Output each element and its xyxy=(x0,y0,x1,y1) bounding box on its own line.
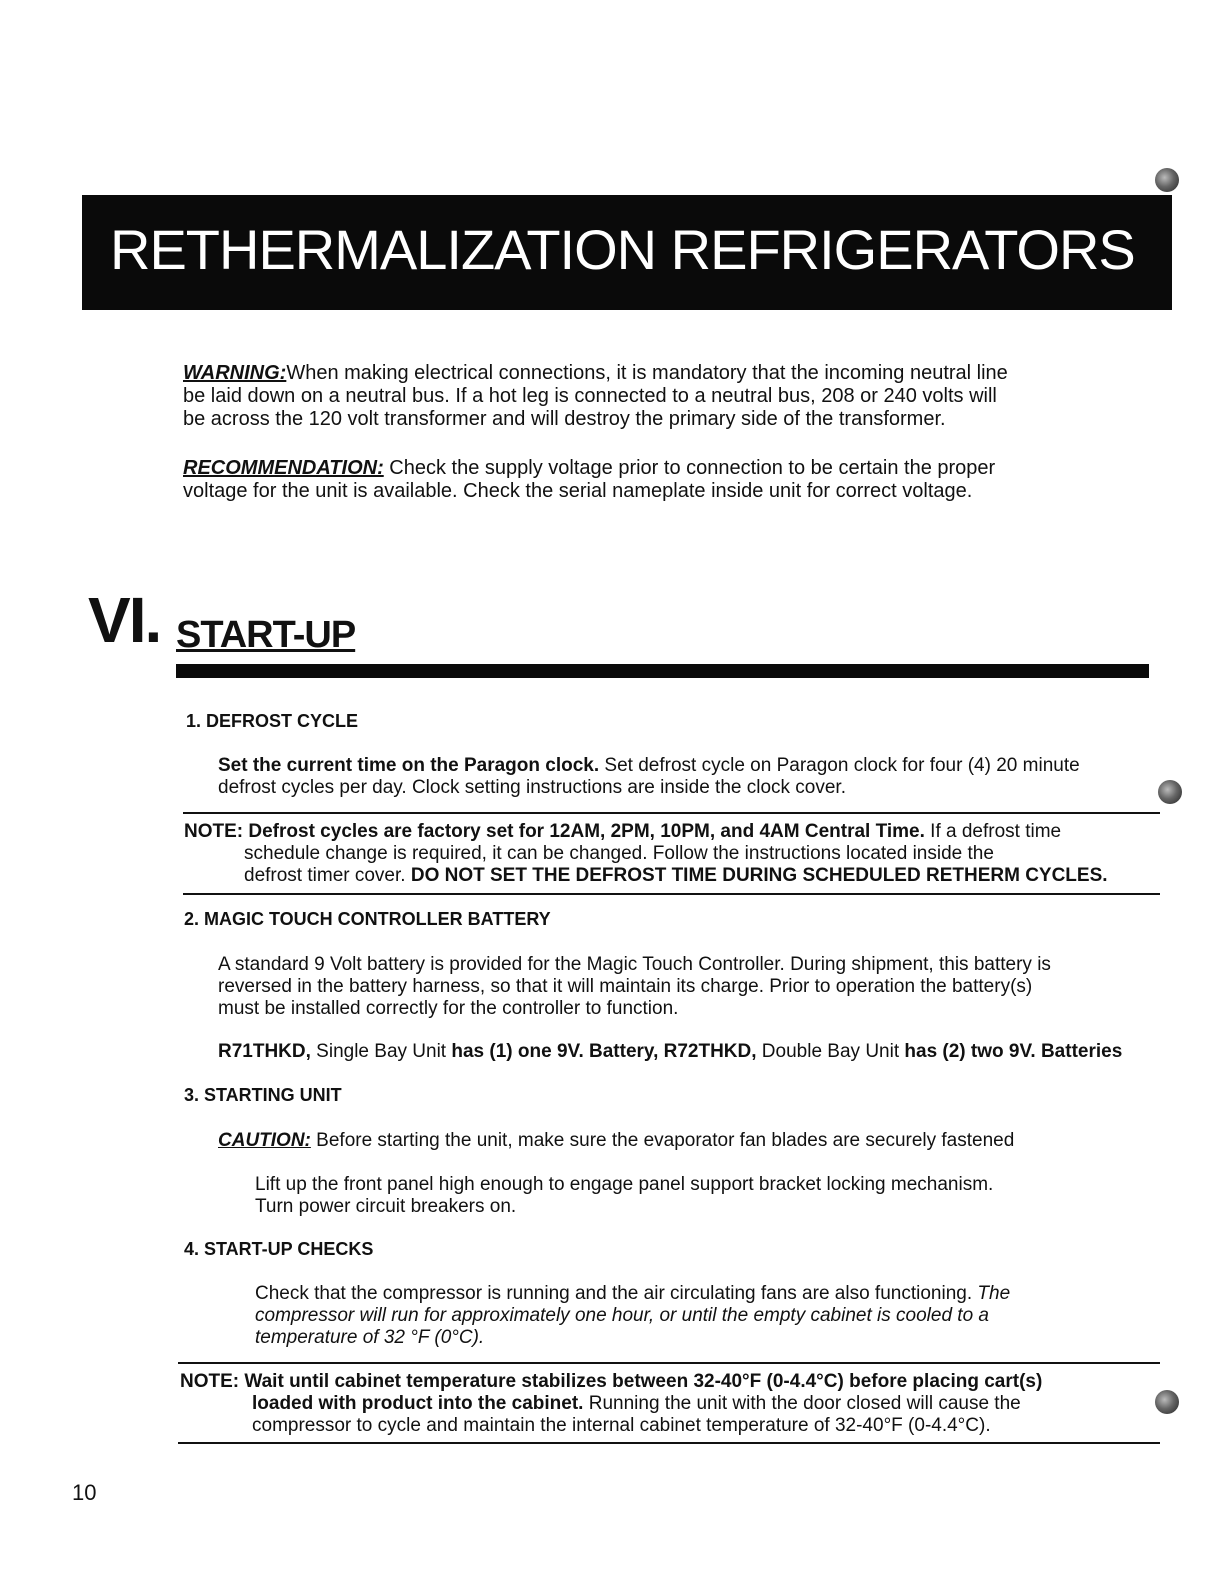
recommendation-line-2: voltage for the unit is available. Check the serial nameplate inside unit for correct voltage. xyxy=(183,480,973,502)
caution-label: CAUTION: xyxy=(218,1130,311,1151)
warning-paragraph xyxy=(183,362,1163,431)
note-bold-line-1: Wait until cabinet temperature stabilizes between 32-40°F (0-4.4°C) before placing cart(s) xyxy=(244,1371,1043,1392)
defrost-line-1: Set defrost cycle on Paragon clock for four (4) 20 minute xyxy=(599,755,1080,776)
warning-line-3: be across the 120 volt transformer and will destroy the primary side of the transformer. xyxy=(183,408,946,430)
warning-label: WARNING: xyxy=(183,362,287,384)
note-line-1-rest: If a defrost time xyxy=(924,821,1062,842)
note-bold-line-2: loaded with product into the cabinet. xyxy=(252,1393,584,1414)
battery-line-3: must be installed correctly for the controller to function. xyxy=(218,998,679,1019)
note-line-3: compressor to cycle and maintain the internal cabinet temperature of 32-40°F (0-4.4°C). xyxy=(252,1415,991,1436)
caution-line xyxy=(218,1130,1158,1152)
battery-count: has (2) two 9V. Batteries xyxy=(904,1041,1123,1062)
battery-line-1: A standard 9 Volt battery is provided for the Magic Touch Controller. During shipment, this battery is xyxy=(218,954,1051,975)
item-battery-heading: 2. MAGIC TOUCH CONTROLLER BATTERY xyxy=(184,909,551,929)
punch-hole-icon xyxy=(1155,1390,1179,1414)
checks-body xyxy=(255,1283,1155,1349)
caution-text: Before starting the unit, make sure the evaporator fan blades are securely fastened xyxy=(310,1130,1015,1151)
checks-line-3: temperature of 32 °F (0°C). xyxy=(255,1327,485,1348)
item-defrost-heading: 1. DEFROST CYCLE xyxy=(186,711,359,731)
note-temperature xyxy=(180,1371,1150,1437)
page-title: RETHERMALIZATION REFRIGERATORS xyxy=(110,218,1135,281)
item-starting-heading: 3. STARTING UNIT xyxy=(184,1085,342,1105)
punch-hole-icon xyxy=(1158,780,1182,804)
checks-line-1: Check that the compressor is running and the air circulating fans are also functioning. xyxy=(255,1283,978,1304)
recommendation-label: RECOMMENDATION: xyxy=(183,457,384,479)
note-line-3: defrost timer cover. xyxy=(244,865,411,886)
defrost-bold-text: Set the current time on the Paragon clock. xyxy=(218,755,600,776)
section-rule xyxy=(176,664,1149,678)
starting-line-2: Turn power circuit breakers on. xyxy=(255,1196,517,1217)
warning-line-1: When making electrical connections, it is mandatory that the incoming neutral line xyxy=(286,362,1008,384)
item-checks-heading: 4. START-UP CHECKS xyxy=(184,1239,374,1259)
battery-models xyxy=(218,1041,1158,1063)
divider xyxy=(183,893,1160,895)
warning-line-2: be laid down on a neutral bus. If a hot leg is connected to a neutral bus, 208 or 240 volts will xyxy=(183,385,997,407)
section-title: START-UP xyxy=(176,614,356,656)
starting-body xyxy=(255,1174,1155,1218)
punch-hole-icon xyxy=(1155,168,1179,192)
note-bold-text: Defrost cycles are factory set for 12AM, 2PM, 10PM, and 4AM Central Time. xyxy=(248,821,925,842)
divider xyxy=(178,1362,1160,1364)
item-battery-body xyxy=(218,954,1158,1020)
divider xyxy=(183,812,1160,814)
note-line-2: schedule change is required, it can be changed. Follow the instructions located inside the xyxy=(244,843,994,864)
checks-line-2: compressor will run for approximately one hour, or until the empty cabinet is cooled to a xyxy=(255,1305,989,1326)
page-number: 10 xyxy=(72,1480,97,1505)
note-label: NOTE: xyxy=(184,821,244,842)
header-banner xyxy=(82,195,1172,310)
model-single-desc: Single Bay Unit xyxy=(310,1041,452,1062)
model-double-desc: Double Bay Unit xyxy=(756,1041,905,1062)
starting-line-1: Lift up the front panel high enough to engage panel support bracket locking mechanism. xyxy=(255,1174,994,1195)
model-single: R71THKD, xyxy=(218,1041,311,1062)
item-defrost-body xyxy=(218,755,1148,799)
defrost-line-2: defrost cycles per day. Clock setting instructions are inside the clock cover. xyxy=(218,777,846,798)
battery-line-2: reversed in the battery harness, so that it will maintain its charge. Prior to operation the battery(s) xyxy=(218,976,1033,997)
model-double: has (1) one 9V. Battery, R72THKD, xyxy=(451,1041,757,1062)
section-number: VI. xyxy=(88,584,161,656)
note-label: NOTE: xyxy=(180,1371,240,1392)
note-defrost xyxy=(184,821,1154,887)
divider xyxy=(178,1442,1160,1444)
note-line-2-rest: Running the unit with the door closed will cause the xyxy=(583,1393,1021,1414)
recommendation-paragraph xyxy=(183,457,1163,503)
checks-line-1-italic: The xyxy=(977,1283,1011,1304)
note-warning-bold: DO NOT SET THE DEFROST TIME DURING SCHEDULED RETHERM CYCLES. xyxy=(410,865,1108,886)
recommendation-line-1: Check the supply voltage prior to connection to be certain the proper xyxy=(389,457,996,479)
